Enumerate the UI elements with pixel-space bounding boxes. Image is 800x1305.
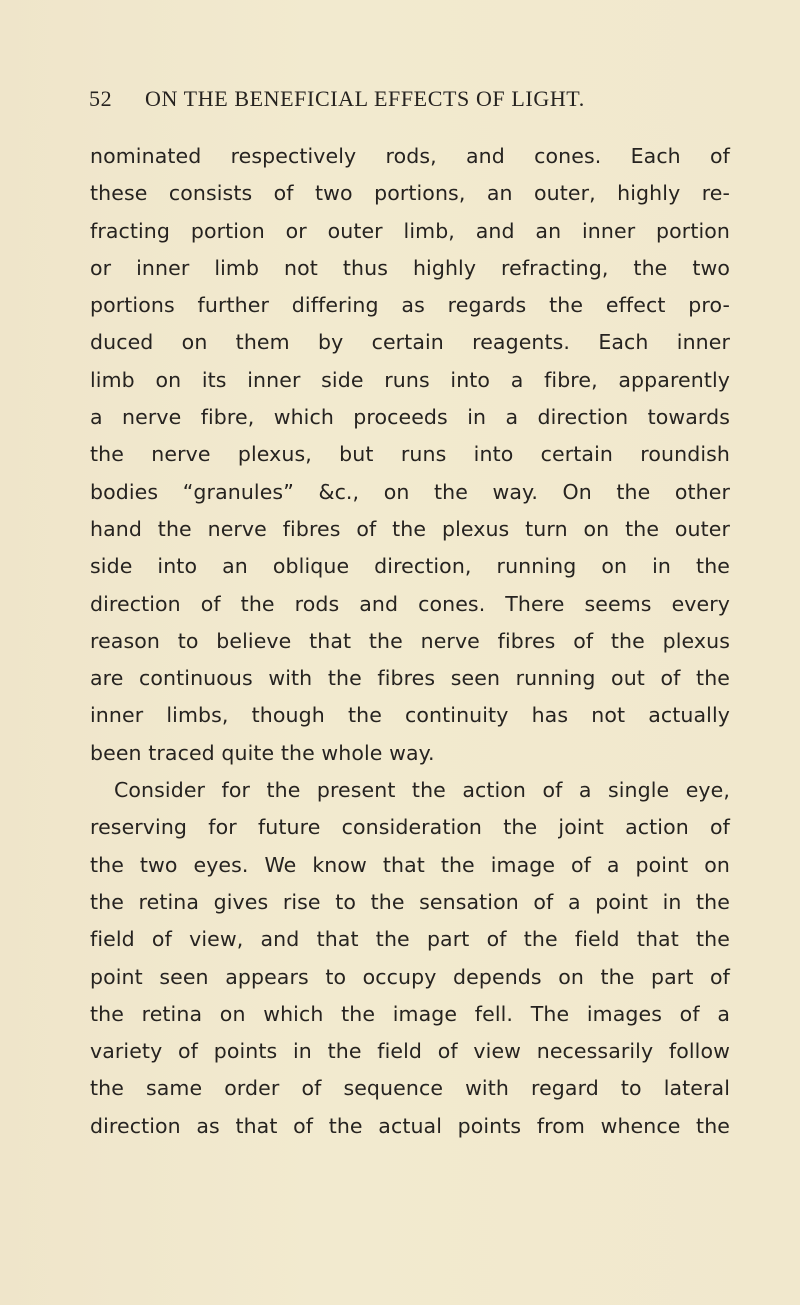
text-line: nominated respectively rods, and cones. Each of bbox=[90, 144, 730, 168]
text-line: inner limbs, though the continuity has not actually bbox=[90, 703, 730, 728]
running-head bbox=[89, 86, 729, 116]
text-line: the nerve plexus, but runs into certain roundish bbox=[90, 442, 730, 467]
text-line: these consists of two portions, an outer, highly re- bbox=[90, 181, 730, 206]
text-line: or inner limb not thus highly refracting, the two bbox=[90, 255, 730, 280]
text-line: direction of the rods and cones. There seems every bbox=[90, 591, 730, 616]
text-line: side into an oblique direction, running on in the bbox=[90, 554, 730, 579]
running-title: ON THE BENEFICIAL EFFECTS OF LIGHT. bbox=[145, 86, 585, 111]
text-line: reserving for future consideration the joint action of bbox=[90, 815, 730, 840]
text-line: reason to believe that the nerve fibres of the plexus bbox=[90, 628, 730, 653]
text-line: field of view, and that the part of the field that the bbox=[90, 927, 730, 952]
paragraph-start-line: Consider for the present the action of a single eye, bbox=[114, 778, 730, 803]
text-line: duced on them by certain reagents. Each inner bbox=[90, 330, 730, 355]
body-text bbox=[90, 138, 730, 1145]
text-line: point seen appears to occupy depends on the part of bbox=[90, 964, 730, 989]
text-line: a nerve fibre, which proceeds in a direction towards bbox=[90, 405, 730, 430]
text-line: the same order of sequence with regard to lateral bbox=[90, 1076, 730, 1101]
text-line: limb on its inner side runs into a fibre, apparently bbox=[90, 367, 730, 392]
text-line: the two eyes. We know that the image of a point on bbox=[90, 852, 730, 877]
text-line: the retina gives rise to the sensation of a point in the bbox=[90, 889, 730, 914]
text-line: portions further differing as regards the effect pro- bbox=[90, 293, 730, 318]
text-line: direction as that of the actual points from whence the bbox=[90, 1113, 730, 1138]
text-line: fracting portion or outer limb, and an inner portion bbox=[90, 218, 730, 243]
text-line: hand the nerve fibres of the plexus turn on the outer bbox=[90, 516, 730, 541]
text-line: the retina on which the image fell. The images of a bbox=[90, 1001, 730, 1026]
paragraph-end-line: been traced quite the whole way. bbox=[90, 740, 435, 765]
text-line: variety of points in the field of view necessarily follow bbox=[90, 1039, 730, 1064]
page-number: 52 bbox=[89, 86, 113, 111]
text-line: bodies “granules” &c., on the way. On the other bbox=[90, 479, 730, 504]
text-line: are continuous with the fibres seen running out of the bbox=[90, 666, 730, 691]
